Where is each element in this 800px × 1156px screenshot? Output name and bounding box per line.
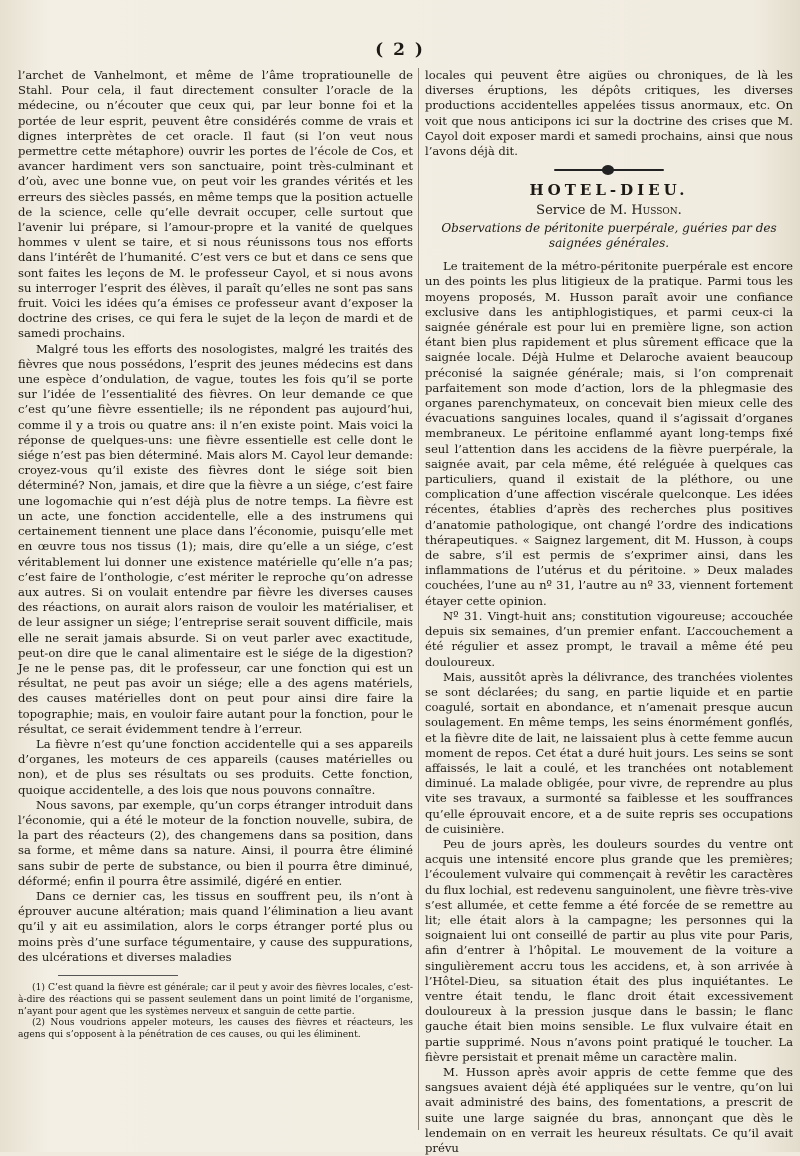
- footnote: (1) C’est quand la fièvre est générale; car il peut y avoir des fièvres locales, c’est-à-dire des réactions qui se passent seulement dans un point limité de l’organisme, n’ayant pour agent que les systèmes nerveux et sanguin de cette partie.: [18, 981, 413, 1017]
- paragraph: Nous savons, par exemple, qu’un corps étranger introduit dans l’économie, qui a été le moteur de la fonction nouvelle, subira, de la part des réacteurs (2), des changemens dans sa position, dans sa forme, et même dans sa nature. Ainsi, il pourra être éliminé sans subir de perte de substance, ou bien il pourra être diminué, déformé; enfin il pourra être assimilé, digéré en entier.: [18, 797, 413, 888]
- paragraph: Nº 31. Vingt-huit ans; constitution vigoureuse; accouchée depuis six semaines, d’un premier enfant. L’accouchement a été régulier et assez prompt, le travail a même été peu douloureux.: [425, 608, 793, 669]
- right-column: [425, 68, 793, 1156]
- paragraph: locales qui peuvent être aigües ou chroniques, de là les diverses éruptions, les dépôts critiques, les diverses productions accidentelles appelées tissus anormaux, etc. On voit que nous anticipons ici sur la doctrine des crises que M. Cayol doit exposer mardi et samedi prochains, ainsi que nous l’avons déjà dit.: [425, 68, 793, 159]
- ornament-rule: [554, 165, 664, 175]
- paragraph: Malgré tous les efforts des nosologistes, malgré les traités des fièvres que nous possédons, l’esprit des jeunes médecins est dans une espèce d’ondulation, de vague, toutes les fois qu’il se porte sur l’idée de l’essentialité des fièvres. On leur demande ce que c’est qu’une fièvre essentielle; ils ne répondent pas aujourd’hui, comme il y a trois ou quatre ans: il n’en existe point. Mais voici la réponse de quelques-uns: une fièvre essentielle est celle dont le siége n’est pas bien déterminé. Mais alors M. Cayol leur demande: croyez-vous qu’il existe des fièvres dont le siége soit bien déterminé? Non, jamais, et dire que la fièvre a un siége, c’est faire une logomachie qui n’est déjà plus de notre temps. La fièvre est un acte, une fonction accidentelle, elle a des instrumens qui certainement tiennent une place dans l’économie, puisqu’elle met en œuvre tous nos tissus (1); mais, dire qu’elle a un siége, c’est véritablement lui donner une existence matérielle qu’elle n’a pas; c’est faire de l’onthologie, c’est mériter le reproche qu’on adresse aux autres. Si on voulait entendre par fièvre les diverses causes des réactions, on aurait alors raison de vouloir les matérialiser, et de leur assigner un siége; l’entreprise serait souvent difficile, mais elle ne serait jamais absurde. Si on veut parler avec exactitude, peut-on dire que le canal alimentaire est le siége de la digestion? Je ne le pense pas, dit le professeur, car une fonction qui est un résultat, ne peut pas avoir un siége; elle a des agens matériels, des causes matérielles dont on peut pour ainsi dire faire la topographie; mais, en vouloir faire autant pour la fonction, pour le résultat, ce serait évidemment tendre à l’erreur.: [18, 341, 413, 736]
- paragraph: l’archet de Vanhelmont, et même de l’âme tropratiounelle de Stahl. Pour cela, il faut directement consulter l’oracle de la médecine, ou n’écouter que ceux qui, par leur bonne foi et la portée de leur esprit, peuvent être considérés comme de vrais et dignes interprètes de cet oracle. Il faut (si l’on veut nous permettre cette métaphore) ouvrir les portes de l’école de Cos, et avancer hardiment vers son sanctuaire, point très-culminant et d’où, avec une bonne vue, on peut voir les grandes vérités et les erreurs des siècles passés, en même temps que la position actuelle de la science, celle qu’elle devrait occuper, celle surtout que l’avenir lui prépare, si l’amour-propre et la vanité de quelques hommes v ulent se taire, et si nous réunissons tous nos efforts dans l’intérêt de l’humanité. C’est vers ce but et dans ce sens que sont faites les leçons de M. le professeur Cayol, et si nous avons su interroger l’esprit des élèves, il paraît qu’elles ne sont pas sans fruit. Voici les idées qu’a émises ce professeur avant d’exposer la doctrine des crises, ce qui fera le sujet de la leçon de mardi et de samedi prochains.: [18, 68, 413, 341]
- paragraph: Dans ce dernier cas, les tissus en souffrent peu, ils n’ont à éprouver aucune altération; mais quand l’élimination a lieu avant qu’il y ait eu assimilation, alors le corps étranger porté plus ou moins près d’une surface tégumentaire, y cause des suppurations, des ulcérations et diverses maladies: [18, 888, 413, 964]
- service-prefix: Service de M.: [536, 203, 628, 219]
- section-title: HOTEL-DIEU.: [529, 181, 689, 200]
- page-number: ( 2 ): [375, 40, 425, 60]
- paragraph: Peu de jours après, les douleurs sourdes du ventre ont acquis une intensité encore plus grande que les premières; l’écoulement vulvaire qui commençait à revêtir les caractères du flux lochial, est redevenu sanguinolent, une fièvre très-vive s’est allumée, et cette femme a été forcée de se remettre au lit; elle était alors à la campagne; les personnes qui la soignaient lui ont conseillé de partir au plus vite pour Paris, afin d’entrer à l’hôpital. Le mouvement de la voiture a singulièrement accru tous les accidens, et, à son arrivée à l’Hôtel-Dieu, sa situation était des plus inquiétantes. Le ventre était tendu, le flanc droit était excessivement douloureux à la pression jusque dans le bassin; le flanc gauche était bien moins sensible. Le flux vulvaire était en partie supprimé. Nous n’avons point pratiqué le toucher. La fièvre persistait et prenait même un caractère malin.: [425, 836, 793, 1064]
- paragraph: M. Husson après avoir appris de cette femme que des sangsues avaient déjà été appliquées sur le ventre, qu’on lui avait administré des bains, des fomentations, a prescrit de suite une large saignée du bras, annonçant que dès le lendemain on en verrait les heureux résultats. Ce qu’il avait prévu: [425, 1064, 793, 1155]
- column-divider: [418, 68, 419, 1130]
- paragraph: La fièvre n’est qu’une fonction accidentelle qui a ses appareils d’organes, les moteurs de ces appareils (causes matérielles ou non), et de plus ses résultats ou ses produits. Cette fonction, quoique accidentelle, a des lois que nous pouvons connaître.: [18, 736, 413, 797]
- footnote-divider: [58, 975, 178, 976]
- service-line: [425, 203, 793, 218]
- paragraph: Mais, aussitôt après la délivrance, des tranchées violentes se sont déclarées; du sang, en partie liquide et en partie coagulé, sortait en abondance, et n’amenait presque aucun soulagement. En même temps, les seins énormément gonflés, et la fièvre dite de lait, ne laissaient plus à cette femme aucun moment de repos. Cet état a duré huit jours. Les seins se sont affaissés, le lait a coulé, et les tranchées ont notablement diminué. La malade obligée, pour vivre, de reprendre au plus vite ses travaux, a surmonté sa faiblesse et les souffrances qu’elle éprouvait encore, et a de suite repris ses occupations de cuisinière.: [425, 669, 793, 836]
- paragraph: Le traitement de la métro-péritonite puerpérale est encore un des points les plus litigieux de la pratique. Parmi tous les moyens proposés, M. Husson paraît avoir une confiance exclusive dans les antiphlogistiques, et parmi ceux-ci la saignée générale est pour lui en première ligne, son action étant bien plus rapidement et plus sûrement efficace que la saignée locale. Déjà Hulme et Delaroche avaient beaucoup préconisé la saignée générale; mais, si l’on comprenait parfaitement son mode d’action, lors de la phlegmasie des organes parenchymateux, on concevait bien mieux celle des évacuations sanguines locales, quand il s’agissait d’organes membraneux. Le péritoine enflammé ayant long-temps fixé seul l’attention dans les accidens de la fièvre puerpérale, la saignée avait, par cela même, été reléguée à quelques cas particuliers, quand il existait de la pléthore, ou une complication d’une affection viscérale quelconque. Les idées récentes, établies d’après des recherches plus positives d’anatomie pathologique, ont changé l’ordre des indications thérapeutiques. « Saignez largement, dit M. Husson, à coups de sabre, s’il est permis de s’exprimer ainsi, dans les inflammations de l’utérus et du péritoine. » Deux malades couchées, l’une au nº 31, l’autre au nº 33, viennent fortement étayer cette opinion.: [425, 259, 793, 608]
- article-subtitle: Observations de péritonite puerpérale, guéries par des saignées générales.: [441, 221, 777, 251]
- service-name: Husson.: [631, 203, 682, 219]
- footnote: (2) Nous voudrions appeler moteurs, les causes des fièvres et réacteurs, les agens qui s’opposent à la pénétration de ces causes, ou qui les éliminent.: [18, 1017, 413, 1041]
- left-column: [18, 68, 413, 1041]
